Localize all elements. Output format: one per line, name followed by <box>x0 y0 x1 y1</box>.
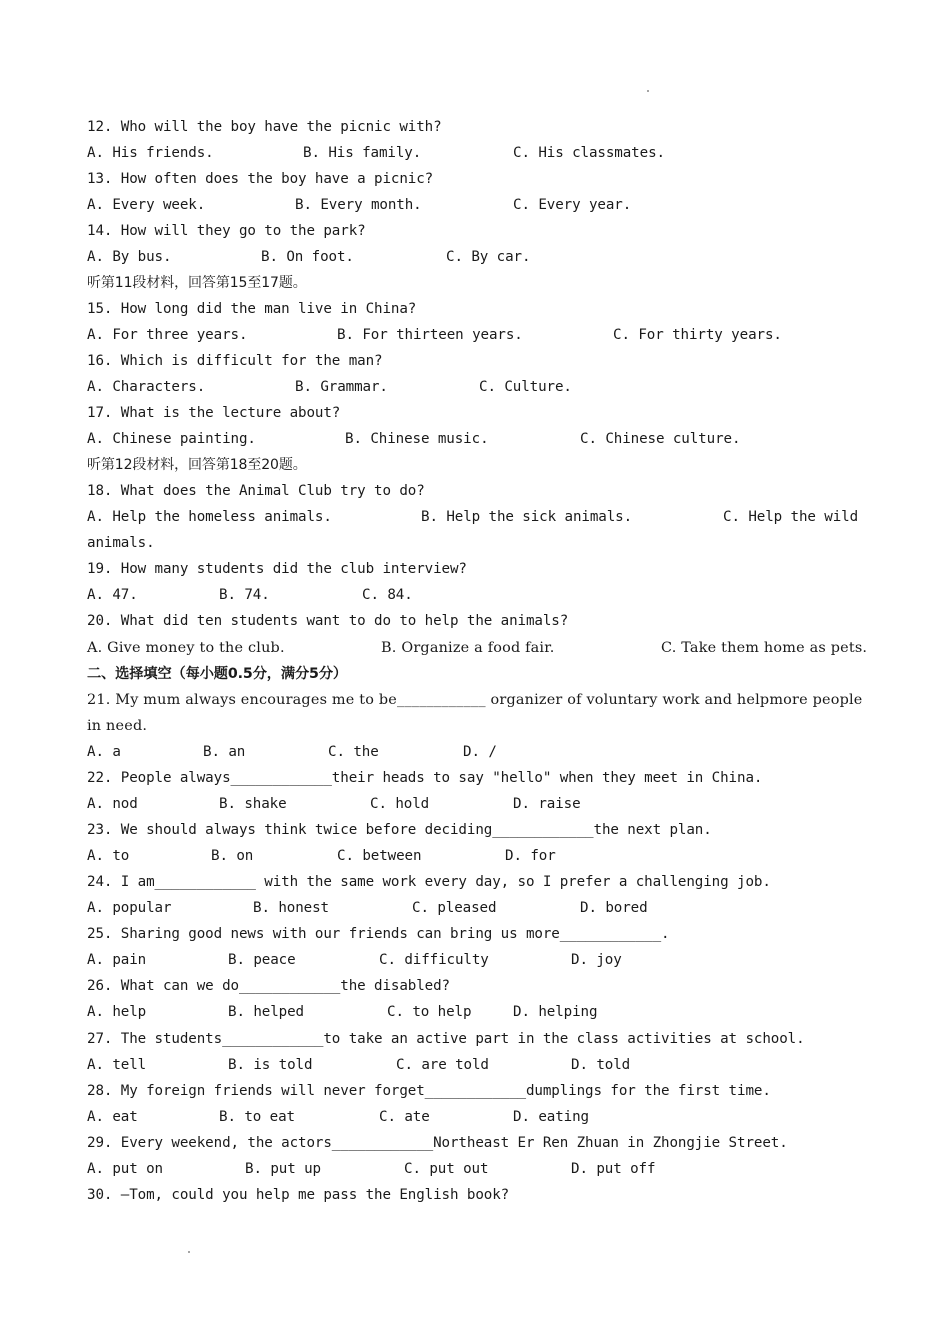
option-b: B. honest <box>253 900 329 916</box>
option-c: C. put out <box>404 1161 489 1177</box>
option-c: C. difficulty <box>379 952 489 968</box>
option-c: C. Culture. <box>479 379 572 395</box>
option-c: C. hold <box>370 796 430 812</box>
option-b: B. shake <box>219 796 287 812</box>
option-b: B. 74. <box>219 587 270 603</box>
question-16: 16. Which is difficult for the man? <box>87 353 383 369</box>
option-a: A. nod <box>87 796 138 812</box>
option-a: A. For three years. <box>87 327 248 343</box>
option-b: B. Help the sick animals. <box>421 509 633 525</box>
option-c: C. 84. <box>362 587 413 603</box>
option-a: A. eat <box>87 1109 138 1125</box>
option-d: D. told <box>571 1057 631 1073</box>
option-a: A. pain <box>87 952 147 968</box>
option-b: B. on <box>211 848 254 864</box>
question-13: 13. How often does the boy have a picnic? <box>87 171 434 187</box>
question-22: 22. People always____________their heads to say "hello" when they meet in China. <box>87 770 763 786</box>
question-25: 25. Sharing good news with our friends can bring us more____________. <box>87 926 670 942</box>
options-20 <box>87 638 867 738</box>
option-d: D. for <box>505 848 556 864</box>
option-b: B. put up <box>245 1161 321 1177</box>
question-28: 28. My foreign friends will never forget____________dumplings for the first time. <box>87 1083 771 1099</box>
option-b: B. an <box>203 744 246 760</box>
option-b: B. Grammar. <box>295 379 388 395</box>
scan-dot <box>188 1251 190 1253</box>
option-b: B. to eat <box>219 1109 295 1125</box>
section-instruction-12: 听第12段材料，回答第18至20题。 <box>87 457 307 473</box>
option-a: A. Give money to the club. <box>87 640 285 656</box>
option-b: B. helped <box>228 1004 304 1020</box>
option-a: A. help <box>87 1004 147 1020</box>
option-c: C. the <box>328 744 379 760</box>
option-c: C. Take them home as pets. <box>661 640 868 656</box>
question-21-continued: in need. <box>87 718 148 734</box>
question-27: 27. The students____________to take an active part in the class activities at school. <box>87 1031 805 1047</box>
question-26: 26. What can we do____________the disabled? <box>87 978 450 994</box>
option-c: C. pleased <box>412 900 497 916</box>
option-c: C. to help <box>387 1004 472 1020</box>
option-d: D. put off <box>571 1161 656 1177</box>
options-29 <box>87 1159 867 1279</box>
option-d: D. joy <box>571 952 622 968</box>
option-b: B. His family. <box>303 145 422 161</box>
option-a: A. a <box>87 744 121 760</box>
option-d: D. bored <box>580 900 648 916</box>
option-b: B. For thirteen years. <box>337 327 523 343</box>
question-20: 20. What did ten students want to do to help the animals? <box>87 613 569 629</box>
option-a: A. Every week. <box>87 197 206 213</box>
question-19: 19. How many students did the club interview? <box>87 561 467 577</box>
scan-dot <box>647 90 649 92</box>
option-b: B. is told <box>228 1057 313 1073</box>
option-c: C. between <box>337 848 422 864</box>
option-c: C. Chinese culture. <box>580 431 741 447</box>
option-d: D. / <box>463 744 497 760</box>
question-30: 30. —Tom, could you help me pass the English book? <box>87 1187 510 1203</box>
option-b: B. Organize a food fair. <box>381 640 555 656</box>
option-a: A. Help the homeless animals. <box>87 509 332 525</box>
question-14: 14. How will they go to the park? <box>87 223 366 239</box>
option-a: A. 47. <box>87 587 138 603</box>
option-d: D. helping <box>513 1004 598 1020</box>
option-b: B. Every month. <box>295 197 422 213</box>
question-18: 18. What does the Animal Club try to do? <box>87 483 425 499</box>
option-a: A. popular <box>87 900 172 916</box>
option-a: A. to <box>87 848 130 864</box>
option-c: C. Every year. <box>513 197 632 213</box>
question-24: 24. I am____________ with the same work every day, so I prefer a challenging job. <box>87 874 771 890</box>
question-12: 12. Who will the boy have the picnic with? <box>87 119 442 135</box>
question-29: 29. Every weekend, the actors____________Northeast Er Ren Zhuan in Zhongjie Street. <box>87 1135 788 1151</box>
option-b: B. peace <box>228 952 296 968</box>
option-c-continued: animals. <box>87 535 155 551</box>
option-a: A. put on <box>87 1161 163 1177</box>
option-a: A. His friends. <box>87 145 214 161</box>
option-c: C. are told <box>396 1057 489 1073</box>
option-b: B. Chinese music. <box>345 431 489 447</box>
option-a: A. Chinese painting. <box>87 431 256 447</box>
question-21: 21. My mum always encourages me to be____________ organizer of voluntary work and helpmore people <box>87 692 863 708</box>
option-d: D. raise <box>513 796 581 812</box>
option-c: C. Help the wild <box>723 509 859 525</box>
section-instruction-11: 听第11段材料，回答第15至17题。 <box>87 275 307 291</box>
question-17: 17. What is the lecture about? <box>87 405 341 421</box>
option-b: B. On foot. <box>261 249 354 265</box>
option-c: C. By car. <box>446 249 531 265</box>
option-c: C. His classmates. <box>513 145 665 161</box>
question-23: 23. We should always think twice before deciding____________the next plan. <box>87 822 712 838</box>
option-c: C. For thirty years. <box>613 327 782 343</box>
option-a: A. Characters. <box>87 379 206 395</box>
part-2-title: 二、选择填空（每小题0.5分，满分5分） <box>87 666 348 682</box>
option-a: A. By bus. <box>87 249 172 265</box>
option-a: A. tell <box>87 1057 147 1073</box>
question-15: 15. How long did the man live in China? <box>87 301 417 317</box>
option-d: D. eating <box>513 1109 589 1125</box>
option-c: C. ate <box>379 1109 430 1125</box>
